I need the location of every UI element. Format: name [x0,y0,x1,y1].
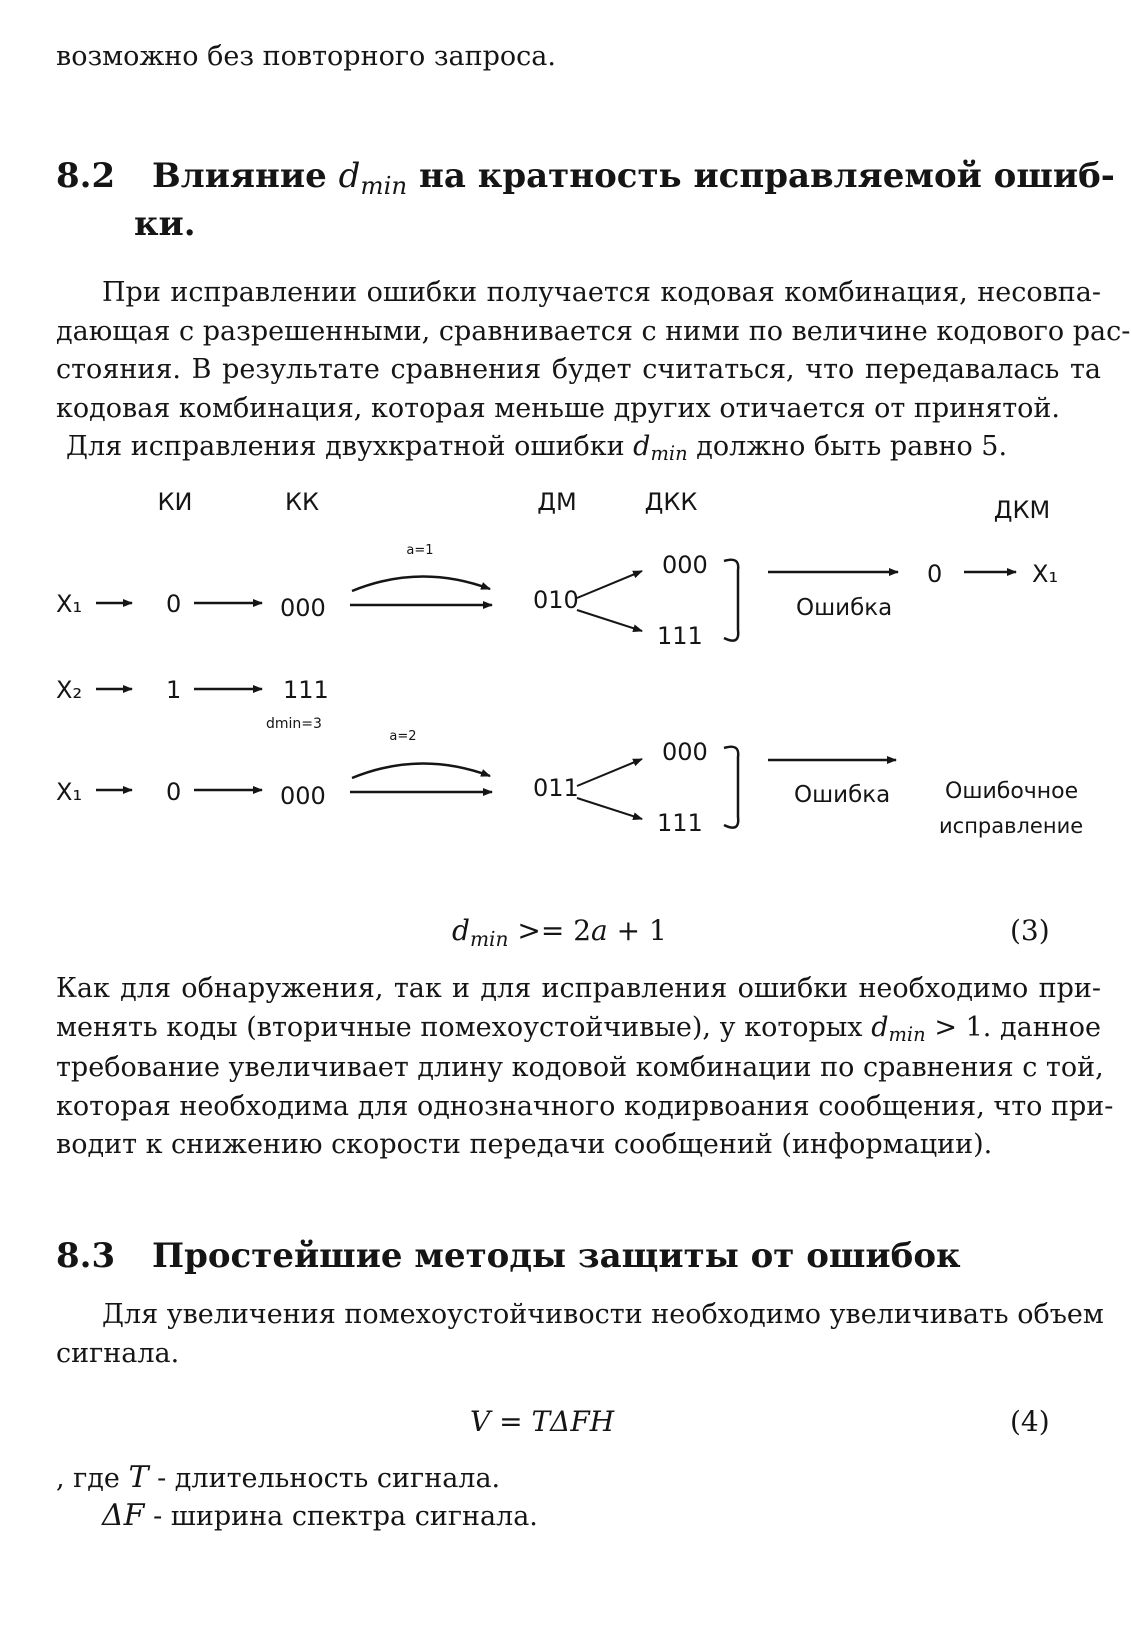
branch-arrow-top [577,571,642,598]
section-8-2-heading [0,154,1131,254]
diagram-row-3 [56,729,1083,838]
text-line: менять коды (вторичные помехоустойчивые), у которых $d_{min} > 1$. данное [56,1011,1102,1046]
section-number: 8.2 [56,156,116,196]
info-bit: 0 [166,778,182,806]
text-line: требование увеличивает длину кодовой комбинации по сравнения с той, [56,1052,1104,1083]
candidate-bottom: 111 [657,622,703,650]
continued-text-line: возможно без повторного запроса. [56,41,556,72]
output-symbol: X₁ [1032,560,1059,588]
error-count-label: a=2 [389,729,417,744]
code-word: 111 [283,676,329,704]
outcome-line1: Ошибочное [945,779,1079,804]
outcome-line2: исправление [939,814,1084,838]
candidate-top: 000 [662,738,708,766]
header-dkm: ДКМ [993,496,1051,524]
result-label: Ошибка [794,782,891,808]
header-ki: КИ [157,488,193,516]
header-dkk: ДКК [644,488,698,516]
section-title-line1: Влияние $d_{min}$ на кратность исправляемой ошиб- [152,156,1115,200]
equation-4-number: (4) [1010,1405,1050,1438]
dmin-label: dmin=3 [266,716,322,732]
candidate-top: 000 [662,551,708,579]
received-word: 011 [533,774,579,802]
text-line: кодовая комбинация, которая меньше других отичается от принятой. [56,392,1060,424]
text-line: водит к снижению скорости передачи сообщений (информации). [56,1129,993,1160]
paragraph-noise-immunity [56,1296,1104,1373]
section-title: Простейшие методы защиты от ошибок [152,1236,961,1276]
diagram-row-1 [56,543,1058,650]
info-bit: 1 [166,676,182,704]
received-word: 010 [533,586,579,614]
definition-delta-f: ΔF - ширина спектра сигнала. [102,1498,538,1533]
source-symbol: X₁ [56,590,83,618]
branch-arrow-bottom [577,798,642,819]
error-correction-diagram [0,470,1131,870]
text-line: Для исправления двухкратной ошибки $d_{min}$ должно быть равно 5. [66,431,1008,466]
definition-t: , где T - длительность сигнала. [56,1460,501,1495]
bracket [724,747,738,828]
equation-3: $d_{min} >= 2a + 1$ [452,914,667,951]
header-kk: КК [284,488,320,516]
paragraph-error-correction [56,274,1131,469]
info-bit: 0 [166,590,182,618]
section-title-line2: ки. [134,204,196,244]
equation-4: V = TΔFH [470,1405,615,1438]
equation-3-number: (3) [1010,914,1050,947]
code-word: 000 [280,782,326,810]
branch-arrow-top [577,759,642,786]
decoded-bit: 0 [927,560,943,588]
source-symbol: X₂ [56,676,83,704]
source-symbol: X₁ [56,778,83,806]
section-8-3-heading [0,1234,1131,1282]
text-line: которая необходима для однозначного кодирвоания сообщения, что при- [56,1090,1114,1122]
text-line: стояния. В результате сравнения будет считаться, что передавалась та [56,354,1101,385]
paragraph-code-requirements [56,970,1114,1165]
result-label: Ошибка [796,595,893,621]
section-number: 8.3 [56,1236,116,1276]
text-line: дающая с разрешенными, сравнивается с ними по величине кодового рас- [56,315,1131,347]
bracket [724,560,738,641]
candidate-bottom: 111 [657,809,703,837]
error-arc [352,763,490,778]
diagram-row-2 [56,676,329,732]
text-line: Как для обнаружения, так и для исправления ошибки необходимо при- [56,973,1101,1004]
error-arc [352,576,490,591]
branch-arrow-bottom [577,610,642,631]
error-count-label: a=1 [406,543,434,558]
text-line: Для увеличения помехоустойчивости необходимо увеличивать объем [102,1299,1104,1330]
code-word: 000 [280,594,326,622]
text-line: сигнала. [56,1337,180,1369]
dmin-symbol: $d_{min}$ [338,156,408,200]
header-dm: ДМ [537,488,577,516]
text-line: При исправлении ошибки получается кодовая комбинация, несовпа- [102,277,1101,308]
